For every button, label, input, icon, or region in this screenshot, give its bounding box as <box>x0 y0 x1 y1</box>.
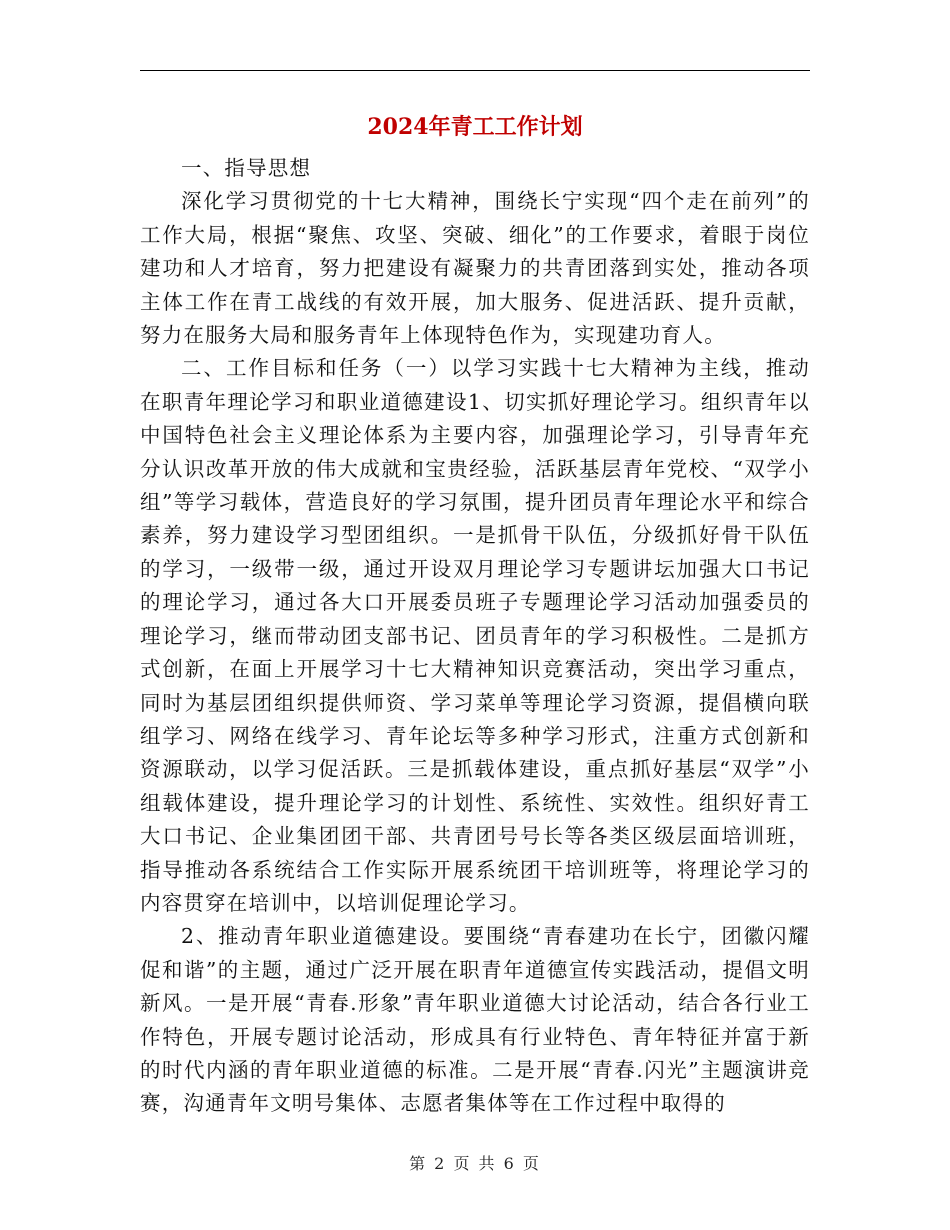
paragraph-guiding-ideology: 深化学习贯彻党的十七大精神，围绕长宁实现“四个走在前列”的工作大局，根据“聚焦、攻坚、突破、细化”的工作要求，着眼于岗位建功和人才培育，努力把建设有凝聚力的共青团落到实处，推动各项主体工作在青工战线的有效开展，加大服务、促进活跃、提升贡献，努力在服务大局和服务青年上体现特色作为，实现建功育人。 <box>140 189 810 348</box>
paragraph-professional-ethics: 2、推动青年职业道德建设。要围绕“青春建功在长宁，团徽闪耀促和谐”的主题，通过广泛开展在职青年道德宣传实践活动，提倡文明新风。一是开展“青春.形象”青年职业道德大讨论活动，结合各行业工作特色，开展专题讨论活动，形成具有行业特色、青年特征并富于新的时代内涵的青年职业道德的标准。二是开展“青春.闪光”主题演讲竞赛，沟通青年文明号集体、志愿者集体等在工作过程中取得的 <box>140 924 810 1116</box>
section-heading-guiding-ideology: 一、指导思想 <box>181 156 312 180</box>
page-number-footer: 第 2 页 共 6 页 <box>409 1154 541 1173</box>
document-body <box>140 152 810 1121</box>
paragraph-goals-and-tasks: 二、工作目标和任务（一）以学习实践十七大精神为主线，推动在职青年理论学习和职业道德建设1、切实抓好理论学习。组织青年以中国特色社会主义理论体系为主要内容，加强理论学习，引导青年充分认识改革开放的伟大成就和宝贵经验，活跃基层青年党校、“双学小组”等学习载体，营造良好的学习氛围，提升团员青年理论水平和综合素养，努力建设学习型团组织。一是抓骨干队伍，分级抓好骨干队伍的学习，一级带一级，通过开设双月理论学习专题讲坛加强大口书记的理论学习，通过各大口开展委员班子专题理论学习活动加强委员的理论学习，继而带动团支部书记、团员青年的学习积极性。二是抓方式创新，在面上开展学习十七大精神知识竞赛活动，突出学习重点，同时为基层团组织提供师资、学习菜单等理论学习资源，提倡横向联组学习、网络在线学习、青年论坛等多种学习形式，注重方式创新和资源联动，以学习促活跃。三是抓载体建设，重点抓好基层“双学”小组载体建设，提升理论学习的计划性、系统性、实效性。组织好青工大口书记、企业集团团干部、共青团号号长等各类区级层面培训班，指导推动各系统结合工作实际开展系统团干培训班等，将理论学习的内容贯穿在培训中，以培训促理论学习。 <box>140 356 810 915</box>
header-rule <box>140 70 810 71</box>
document-title: 2024年青工工作计划 <box>367 114 583 140</box>
